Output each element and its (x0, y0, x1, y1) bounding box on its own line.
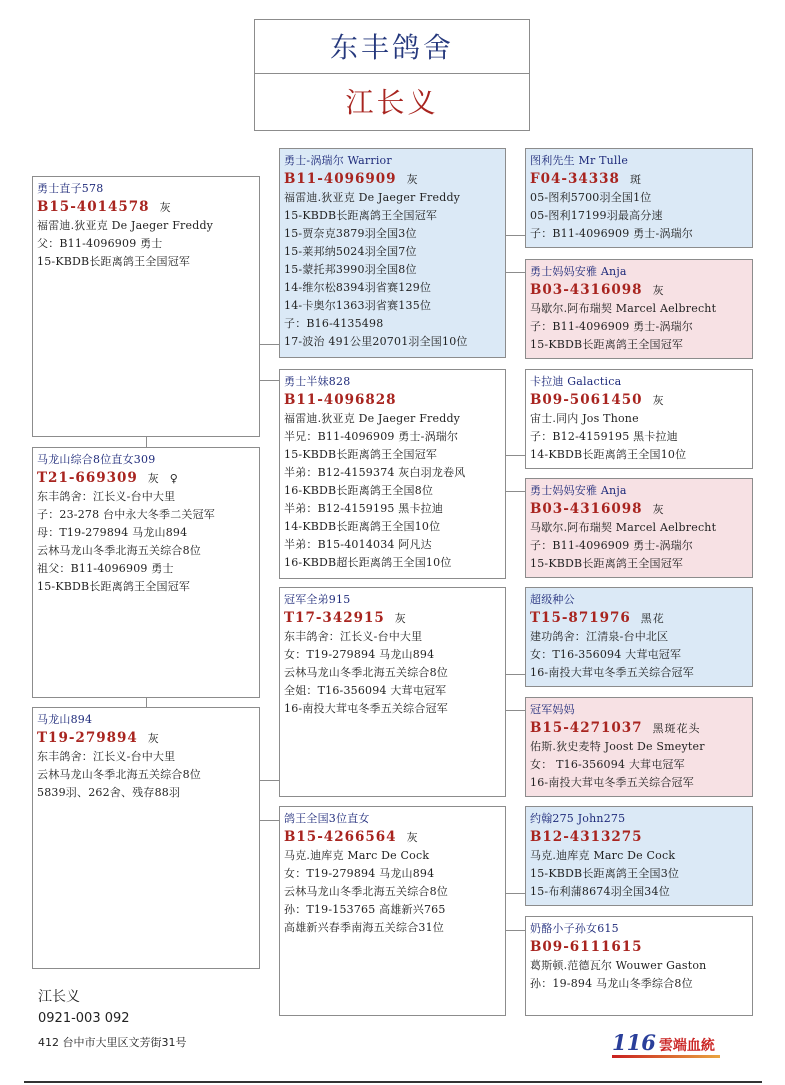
card-title: 超级种公 (530, 593, 575, 606)
card-line: 云林马龙山冬季北海五关综合8位 (37, 768, 201, 781)
ring-number: B03-4316098 (530, 501, 643, 517)
card-title: 马龙山894 (37, 713, 93, 726)
connector-line (506, 272, 525, 273)
contact-name: 江长义 (38, 989, 80, 1005)
connector-line (506, 455, 525, 456)
connector-line (260, 380, 279, 381)
loft-name-header: 东丰鸽舍 (254, 19, 530, 74)
card-line: 子：B12-4159195 黑卡拉迪 (530, 430, 678, 443)
connector-line (506, 674, 525, 675)
ring-number: B11-4096909 (284, 171, 397, 187)
ring-number: T17-342915 (284, 610, 385, 626)
pedigree-card-granddam-1[interactable] (279, 369, 506, 579)
card-line: 15-蒙托邦3990羽全国8位 (284, 263, 417, 276)
card-line: 马克.迪库克 Marc De Cock (284, 849, 430, 862)
card-line: 15-布利蒲8674羽全国34位 (530, 885, 670, 898)
card-line: 16-南投大茸屯冬季五关综合冠军 (284, 702, 448, 715)
card-title: 冠军全弟915 (284, 593, 351, 606)
card-line: 马克.迪库克 Marc De Cock (530, 849, 676, 862)
connector-line (506, 235, 525, 236)
card-line: 马歇尔.阿布瑞契 Marcel Aelbrecht (530, 521, 717, 534)
color-label: 灰 (147, 732, 160, 745)
card-line: 14-维尔松8394羽省赛129位 (284, 281, 432, 294)
card-line: 05-图利5700羽全国1位 (530, 191, 652, 204)
ring-number: B15-4014578 (37, 199, 150, 215)
card-line: 15-KBDB长距离鸽王全国冠军 (530, 338, 684, 351)
connector-line (506, 893, 525, 894)
card-title: 鸽王全国3位直女 (284, 812, 370, 825)
card-line: 云林马龙山冬季北海五关综合8位 (284, 885, 448, 898)
color-label: 灰 (652, 394, 665, 407)
ring-number: T21-669309 (37, 470, 138, 486)
color-label: 灰 (652, 284, 665, 297)
color-label: 灰 (159, 201, 172, 214)
ring-number: B12-4313275 (530, 829, 643, 845)
card-line: 子：B16-4135498 (284, 317, 384, 330)
card-line: 高雄新兴春季南海五关综合31位 (284, 921, 444, 934)
connector-line (146, 698, 147, 707)
card-line: 女：T16-356094 大茸屯冠军 (530, 648, 682, 661)
card-title: 马龙山综合8位直女309 (37, 453, 156, 466)
card-line: 福雷迪.狄亚克 De Jaeger Freddy (284, 191, 461, 204)
card-title: 图利先生 Mr Tulle (530, 154, 629, 167)
card-line: 子：B11-4096909 勇士-涡瑞尔 (530, 227, 693, 240)
card-title: 勇士妈妈安雅 Anja (530, 484, 627, 497)
ring-number: T15-871976 (530, 610, 631, 626)
logo-underline (612, 1055, 720, 1058)
connector-line (506, 710, 525, 711)
color-label: 黑斑花头 (652, 722, 701, 735)
connector-line (260, 780, 279, 781)
card-line: 孙：19-894 马龙山冬季综合8位 (530, 977, 693, 990)
card-line: 半弟：B15-4014034 阿凡达 (284, 538, 432, 551)
ring-number: B09-6111615 (530, 939, 643, 955)
contact-address: 412 台中市大里区文芳街31号 (38, 1036, 187, 1049)
pedigree-card-subject[interactable] (32, 447, 260, 698)
card-title: 约翰275 John275 (530, 812, 626, 825)
card-line: 全姐：T16-356094 大茸屯冠军 (284, 684, 447, 697)
ring-number: B09-5061450 (530, 392, 643, 408)
color-label: 灰 (147, 472, 160, 485)
card-line: 15-莱邦纳5024羽全国7位 (284, 245, 417, 258)
card-line: 半兄：B11-4096909 勇士-涡瑞尔 (284, 430, 459, 443)
card-line: 父：B11-4096909 勇士 (37, 237, 163, 250)
connector-line (260, 820, 279, 821)
card-line: 云林马龙山冬季北海五关综合8位 (37, 544, 201, 557)
pedigree-card-granddam-2[interactable] (279, 806, 506, 1016)
card-line: 15-贾奈克3879羽全国3位 (284, 227, 417, 240)
card-line: 16-南投大茸屯冬季五关综合冠军 (530, 666, 694, 679)
card-line: 宙士.同内 Jos Thone (530, 412, 639, 425)
card-title: 勇士半妹828 (284, 375, 351, 388)
card-title: 冠军妈妈 (530, 703, 575, 716)
card-line: 福雷迪.狄亚克 De Jaeger Freddy (284, 412, 461, 425)
card-line: 女：T19-279894 马龙山894 (284, 867, 435, 880)
card-line: 半弟：B12-4159374 灰白羽龙卷风 (284, 466, 466, 479)
pedigree-card-grandsire-1[interactable] (279, 148, 506, 358)
card-line: 福雷迪.狄亚克 De Jaeger Freddy (37, 219, 214, 232)
card-line: 东丰鸽舍：江长义-台中大里 (37, 490, 176, 503)
contact-phone: 0921-003 092 (38, 1011, 130, 1026)
card-line: 祖父：B11-4096909 勇士 (37, 562, 174, 575)
card-line: 东丰鸽舍：江长义-台中大里 (284, 630, 423, 643)
card-line: 15-KBDB长距离鸽王全国冠军 (284, 448, 438, 461)
pedigree-card-ggp-4[interactable] (525, 478, 753, 578)
card-line: 子：B11-4096909 勇士-涡瑞尔 (530, 320, 693, 333)
bottom-divider (24, 1081, 762, 1083)
ring-number: B11-4096828 (284, 392, 397, 408)
pedigree-card-ggp-8[interactable] (525, 916, 753, 1016)
female-symbol-icon: ♀ (169, 472, 179, 485)
connector-line (260, 344, 279, 345)
card-line: 15-KBDB长距离鸽王全国冠军 (530, 557, 684, 570)
card-line: 女： T16-356094 大茸屯冠军 (530, 758, 685, 771)
card-line: 母：T19-279894 马龙山894 (37, 526, 188, 539)
pedigree-card-ggp-2[interactable] (525, 259, 753, 359)
card-line: 马歇尔.阿布瑞契 Marcel Aelbrecht (530, 302, 717, 315)
card-line: 16-南投大茸屯冬季五关综合冠军 (530, 776, 694, 789)
ring-number: B03-4316098 (530, 282, 643, 298)
card-title: 勇士妈妈安雅 Anja (530, 265, 627, 278)
card-line: 05-图利17199羽最高分速 (530, 209, 663, 222)
pedigree-card-ggp-1[interactable] (525, 148, 753, 248)
connector-line (146, 437, 147, 447)
connector-line (506, 491, 525, 492)
logo-text: 雲端血統 (658, 1038, 715, 1054)
card-title: 勇士-涡瑞尔 Warrior (284, 154, 392, 167)
pedigree-card-ggp-5[interactable] (525, 587, 753, 687)
card-line: 14-卡奥尔1363羽省赛135位 (284, 299, 432, 312)
ring-number: T19-279894 (37, 730, 138, 746)
card-line: 子：23-278 台中永大冬季二关冠军 (37, 508, 216, 521)
card-line: 子：B11-4096909 勇士-涡瑞尔 (530, 539, 693, 552)
card-line: 17-波治 491公里20701羽全国10位 (284, 335, 468, 348)
color-label: 灰 (406, 173, 419, 186)
logo-number: 116 (612, 1030, 656, 1055)
brand-logo (612, 1030, 722, 1060)
card-line: 14-KBDB长距离鸽王全国10位 (284, 520, 441, 533)
ring-number: B15-4271037 (530, 720, 643, 736)
card-line: 15-KBDB长距离鸽王全国3位 (530, 867, 680, 880)
pedigree-card-grandsire-2[interactable] (279, 587, 506, 797)
card-title: 奶酪小子孙女615 (530, 922, 619, 935)
owner-name-header: 江长义 (254, 73, 530, 131)
pedigree-card-ggp-7[interactable] (525, 806, 753, 906)
card-line: 女：T19-279894 马龙山894 (284, 648, 435, 661)
card-line: 15-KBDB长距离鸽王全国冠军 (284, 209, 438, 222)
color-label: 灰 (394, 612, 407, 625)
ring-number: B15-4266564 (284, 829, 397, 845)
ring-number: F04-34338 (530, 171, 620, 187)
color-label: 斑 (629, 173, 642, 186)
card-line: 云林马龙山冬季北海五关综合8位 (284, 666, 448, 679)
card-title: 勇士直子578 (37, 182, 104, 195)
card-line: 15-KBDB长距离鸽王全国冠军 (37, 255, 191, 268)
card-line: 东丰鸽舍：江长义-台中大里 (37, 750, 176, 763)
card-line: 16-KBDB长距离鸽王全国8位 (284, 484, 434, 497)
color-label: 灰 (652, 503, 665, 516)
card-line: 15-KBDB长距离鸽王全国冠军 (37, 580, 191, 593)
card-line: 5839羽、262舍、残存88羽 (37, 786, 181, 799)
card-line: 14-KBDB长距离鸽王全国10位 (530, 448, 687, 461)
card-line: 孙：T19-153765 高雄新兴765 (284, 903, 446, 916)
pedigree-card-ggp-6[interactable] (525, 697, 753, 797)
color-label: 黑花 (640, 612, 665, 625)
card-line: 佑斯.狄史麦特 Joost De Smeyter (530, 740, 705, 753)
pedigree-card-ggp-3[interactable] (525, 369, 753, 469)
card-line: 葛斯顿.范德瓦尔 Wouwer Gaston (530, 959, 707, 972)
card-line: 半弟：B12-4159195 黑卡拉迪 (284, 502, 444, 515)
pedigree-card-sire[interactable] (32, 176, 260, 437)
pedigree-card-dam[interactable] (32, 707, 260, 969)
card-line: 16-KBDB超长距离鸽王全国10位 (284, 556, 452, 569)
card-line: 建功鸽舍：江清泉-台中北区 (530, 630, 669, 643)
card-title: 卡拉迪 Galactica (530, 375, 622, 388)
connector-line (506, 930, 525, 931)
color-label: 灰 (406, 831, 419, 844)
